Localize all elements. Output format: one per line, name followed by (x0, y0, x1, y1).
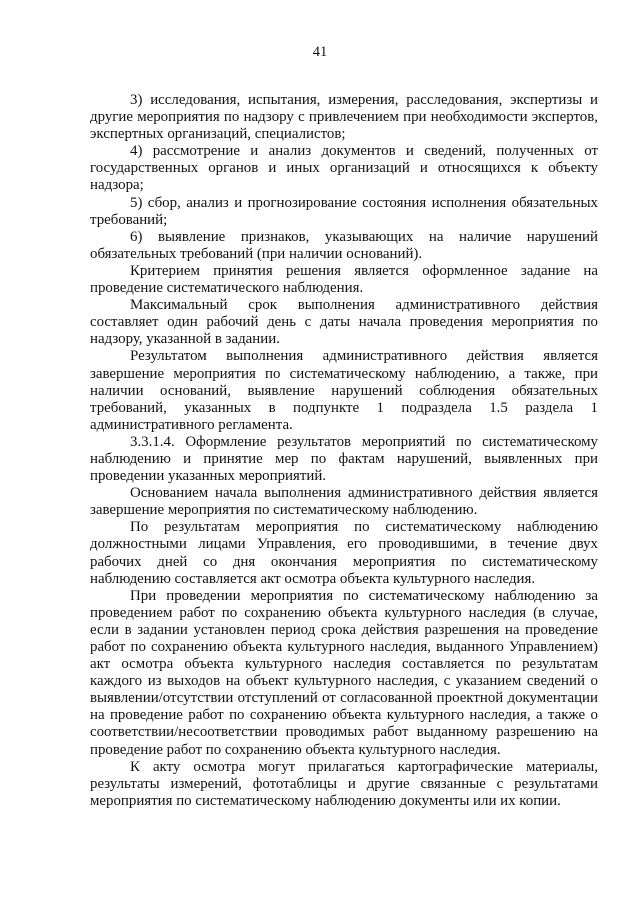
paragraph-attachments: К акту осмотра могут прилагаться картографические материалы, результаты измерений, фототаблицы и другие связанные с результатами мероприятия по систематическому наблюдению документы или их копии. (90, 758, 598, 809)
document-body (90, 92, 598, 810)
page-number: 41 (312, 44, 328, 60)
paragraph-inspection-act: По результатам мероприятия по систематическому наблюдению должностными лицами Управления, его проводившими, в течение двух рабочих дней со дня окончания мероприятия по систематическому наблюдению составляется акт осмотра объекта культурного наследия. (90, 519, 598, 587)
paragraph-item-3: 3) исследования, испытания, измерения, расследования, экспертизы и другие мероприятия по надзору с привлечением при необходимости экспертов, экспертных организаций, специалистов; (90, 92, 598, 143)
paragraph-item-5: 5) сбор, анализ и прогнозирование состояния исполнения обязательных требований; (90, 194, 598, 228)
section-heading-3-3-1-4: 3.3.1.4. Оформление результатов мероприятий по систематическому наблюдению и принятие мер по фактам нарушений, выявленных при проведении указанных мероприятий. (90, 433, 598, 485)
paragraph-basis: Основанием начала выполнения административного действия является завершение мероприятия по систематическому наблюдению. (90, 485, 598, 519)
paragraph-item-6: 6) выявление признаков, указывающих на наличие нарушений обязательных требований (при наличии оснований). (90, 228, 598, 262)
paragraph-max-duration: Максимальный срок выполнения административного действия составляет один рабочий день с даты начала проведения мероприятия по надзору, указанной в задании. (90, 297, 598, 348)
paragraph-result: Результатом выполнения административного действия является завершение мероприятия по систематическому наблюдению, а также, при наличии оснований, выявление нарушений соблюдения обязательных требований, указанных в подпункте 1 подраздела 1.5 раздела 1 административного регламента. (90, 348, 598, 433)
paragraph-decision-criterion: Критерием принятия решения является оформленное задание на проведение систематического наблюдения. (90, 262, 598, 297)
paragraph-works-observation: При проведении мероприятия по систематическому наблюдению за проведением работ по сохранению объекта культурного наследия (в случае, если в задании установлен период срока действия разрешения на проведение работ по сохранению объекта культурного наследия, выданного Управлением) акт осмотра объекта культурного наследия составляется по результатам каждого из выходов на объект культурного наследия, с указанием сведений о выявлении/отсутствии отступлений от согласованной проектной документации на проведение работ по сохранению объекта культурного наследия, а также о соответствии/несоответствии проводимых работ выданному разрешению на проведение работ по сохранению объекта культурного наследия. (90, 587, 598, 758)
paragraph-item-4: 4) рассмотрение и анализ документов и сведений, полученных от государственных органов и иных организаций и относящихся к объекту надзора; (90, 143, 598, 194)
